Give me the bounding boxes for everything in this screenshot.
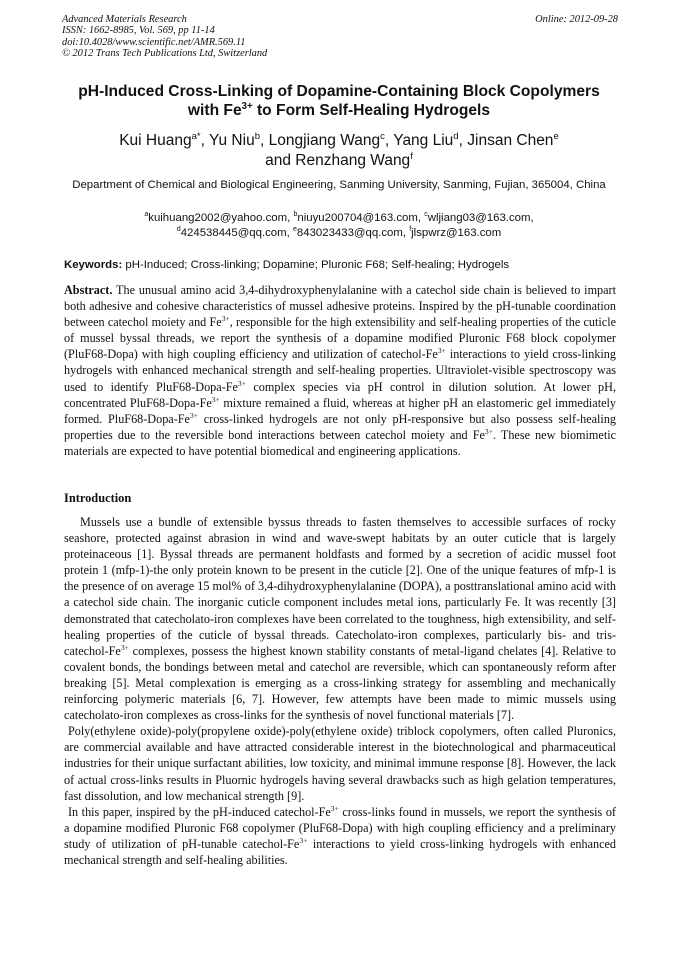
email-mark: c (424, 211, 428, 219)
email: jlspwrz@163.com (411, 226, 502, 239)
abstract-superscript: 3+ (484, 426, 493, 436)
email-mark: f (409, 225, 412, 233)
journal-name: Advanced Materials Research (62, 14, 187, 25)
author-mark: a* (191, 130, 201, 142)
intro-superscript: 3+ (299, 835, 308, 845)
email: 843023433@qq.com (296, 226, 403, 239)
intro-superscript: 3+ (330, 803, 339, 813)
email-sep: , (417, 212, 425, 224)
abstract-superscript: 3+ (237, 378, 246, 388)
author: Yang Liu (393, 132, 454, 149)
abstract-text: . These new biomimetic materials are expected to have potential biomedical and engineering applications. (64, 427, 616, 458)
intro-text: cross-links found in mussels, we report the synthesis of a dopamine modified Pluronic F68 copolymer (PluF68-Dopa) with high coupling efficiency and a preliminary study of utilization of pH-tunable catechol-Fe (64, 804, 616, 851)
author: Longjiang Wang (268, 132, 381, 149)
email-line-2 (54, 226, 624, 241)
intro-text: complexes, possess the highest known stability constants of metal-ligand chelates [4]. Relative to covalent bonds, the bondings between metal and catechol are reversible, which can spontaneously reform after breaking [5]. Metal complexation is emerging as a cross-linking strategy for assembling and mechanically reinforcing polymeric materials [6, 7]. However, few attempts have been made to mimic mussels using catecholato-iron complexes as cross-links for the synthesis of novel functional materials [7]. (64, 643, 616, 723)
author-mark: c (380, 130, 385, 142)
online-date: Online: 2012-09-28 (535, 14, 618, 25)
title-line-2 (40, 101, 638, 120)
author-mark: d (453, 130, 459, 142)
email-sep: , (286, 226, 293, 239)
abstract-superscript: 3+ (437, 346, 446, 356)
abstract (64, 282, 616, 459)
abstract-text: , responsible for the high extensibility and self-healing properties of the cuticle of mussel byssal threads, we report the synthesis of a dopamine modified Pluronic F68 block copolymer (PluF68-Dopa) with high coupling efficiency and utilization of catechol-Fe (64, 315, 616, 362)
author-mark: e (553, 130, 559, 142)
abstract-text: mixture remained a fluid, whereas at higher pH an elastomeric gel immediately formed. PluF68-Dopa-Fe (64, 395, 616, 426)
paper-title (40, 82, 638, 120)
abstract-superscript: 3+ (221, 314, 230, 324)
abstract-superscript: 3+ (189, 410, 198, 420)
intro-text: interactions to yield cross-linking hydrogels with enhanced mechanical strength and self-healing abilities. (64, 836, 616, 867)
author: Jinsan Chen (467, 132, 554, 149)
introduction-body (64, 514, 616, 868)
author: Yu Niu (209, 132, 255, 149)
running-header (62, 14, 618, 60)
email: wljiang03@163.com (427, 212, 531, 224)
issn-line: ISSN: 1662-8985, Vol. 569, pp 11-14 (62, 25, 215, 37)
author-list (40, 131, 638, 170)
author-mark: b (254, 130, 261, 142)
email-sep: , (287, 212, 294, 224)
author-sep: , (200, 132, 210, 149)
email-sep: , (402, 226, 410, 239)
intro-paragraph-2: Poly(ethylene oxide)-poly(propylene oxide)-poly(ethylene oxide) triblock copolymers, often called Pluronics, are commercial available and have attracted considerable interest in the biotechnological and pharmaceutical industries for their unique surfactant abilities, low toxicity, and minimal immune response [8]. However, the lack of actual cross-links results in Pluornic hydrogels having several drawbacks such as high gelation temperatures, fast dissolution, and low mechanical strength [9]. (64, 724, 616, 803)
intro-text: Mussels use a bundle of extensible byssus threads to fasten themselves to accessible surfaces of rocky seashore, protected against abrasion in wind and wave-swept habitats by an outer cuticle that is largely proteinaceous [1]. Byssal threads are permanent holdfasts and formed by a secretion of acidic mussel foot protein 1 (mfp-1)-the only protein known to be present in the cuticle [2]. One of the unique features of mfp-1 is the presence of on average 15 mol% of 3,4-dihydroxyphenylalanine (DOPA), a posttranslational amino acid with a catechol side chain. The inorganic cuticle component includes metal ions, particularly Fe. It was recently [3] demonstrated that catecholato-iron complexes have been correlated to the toughness, high extensibility, and self-healing properties of the cuticle of byssal threads. Catecholato-iron complexes, particularly bis- and tris-catechol-Fe (64, 515, 616, 658)
author-sep: , (260, 132, 269, 149)
email-mark: b (293, 211, 298, 219)
email: niuyu200704@163.com (297, 212, 418, 224)
keywords-text: pH-Induced; Cross-linking; Dopamine; Pluronic F68; Self-healing; Hydrogels (122, 259, 510, 271)
abstract-text: cross-linked hydrogels are not only pH-responsive but also possess self-healing properties due to the reversible bond interactions between catechol moiety and Fe (64, 411, 617, 442)
email-mark: d (176, 225, 181, 233)
intro-superscript: 3+ (120, 642, 129, 652)
email-mark: a (144, 211, 149, 219)
author-sep: , (458, 132, 468, 149)
title-superscript: 3+ (241, 100, 253, 112)
abstract-text: interactions to yield cross-linking hydrogels with enhanced mechanical strength and self-healing properties. Ultraviolet-visible spectroscopy was used to identify PluF68-Dopa-Fe (64, 347, 616, 394)
abstract-text: The unusual amino acid 3,4-dihydroxyphenylalanine with a catechol side chain is believed to impart both adhesive and cohesive characteristics of mussel adhesive proteins. Inspired by the pH-tunable coordination between catechol moiety and Fe (64, 283, 616, 330)
section-heading-introduction: Introduction (64, 491, 132, 505)
title-line-2-post: to Form Self-Healing Hydrogels (252, 102, 491, 119)
email-line-1 (54, 211, 624, 226)
doi-line: doi:10.4028/www.scientific.net/AMR.569.11 (62, 36, 246, 48)
author-line-1 (40, 131, 638, 151)
abstract-superscript: 3+ (211, 394, 220, 404)
email: 424538445@qq.com (180, 226, 287, 239)
author-mark: f (410, 150, 413, 162)
intro-paragraph-3 (64, 804, 616, 868)
title-line-2-pre: with Fe (187, 102, 242, 119)
intro-paragraph-1 (64, 514, 616, 723)
keywords (64, 258, 620, 272)
abstract-label: Abstract. (64, 283, 113, 297)
copyright-line: © 2012 Trans Tech Publications Ltd, Switzerland (62, 48, 268, 60)
email-mark: e (292, 225, 297, 233)
author: Kui Huang (119, 132, 192, 149)
title-line-1: pH-Induced Cross-Linking of Dopamine-Containing Block Copolymers (78, 83, 600, 100)
author-sep: , (384, 132, 394, 149)
keywords-label: Keywords: (64, 259, 123, 271)
author: and Renzhang Wang (265, 151, 411, 169)
affiliation: Department of Chemical and Biological Engineering, Sanming University, Sanming, Fujian, 365004, China (72, 179, 606, 191)
abstract-text: complex species via pH control in dilution solution. At lower pH, concentrated PluF68-Dopa-Fe (64, 379, 616, 410)
email: kuihuang2002@yahoo.com (148, 212, 288, 224)
email-list (54, 211, 624, 240)
author-line-2 (40, 151, 638, 171)
email-sep: , (530, 212, 534, 224)
intro-text: In this paper, inspired by the pH-induced catechol-Fe (68, 804, 331, 819)
